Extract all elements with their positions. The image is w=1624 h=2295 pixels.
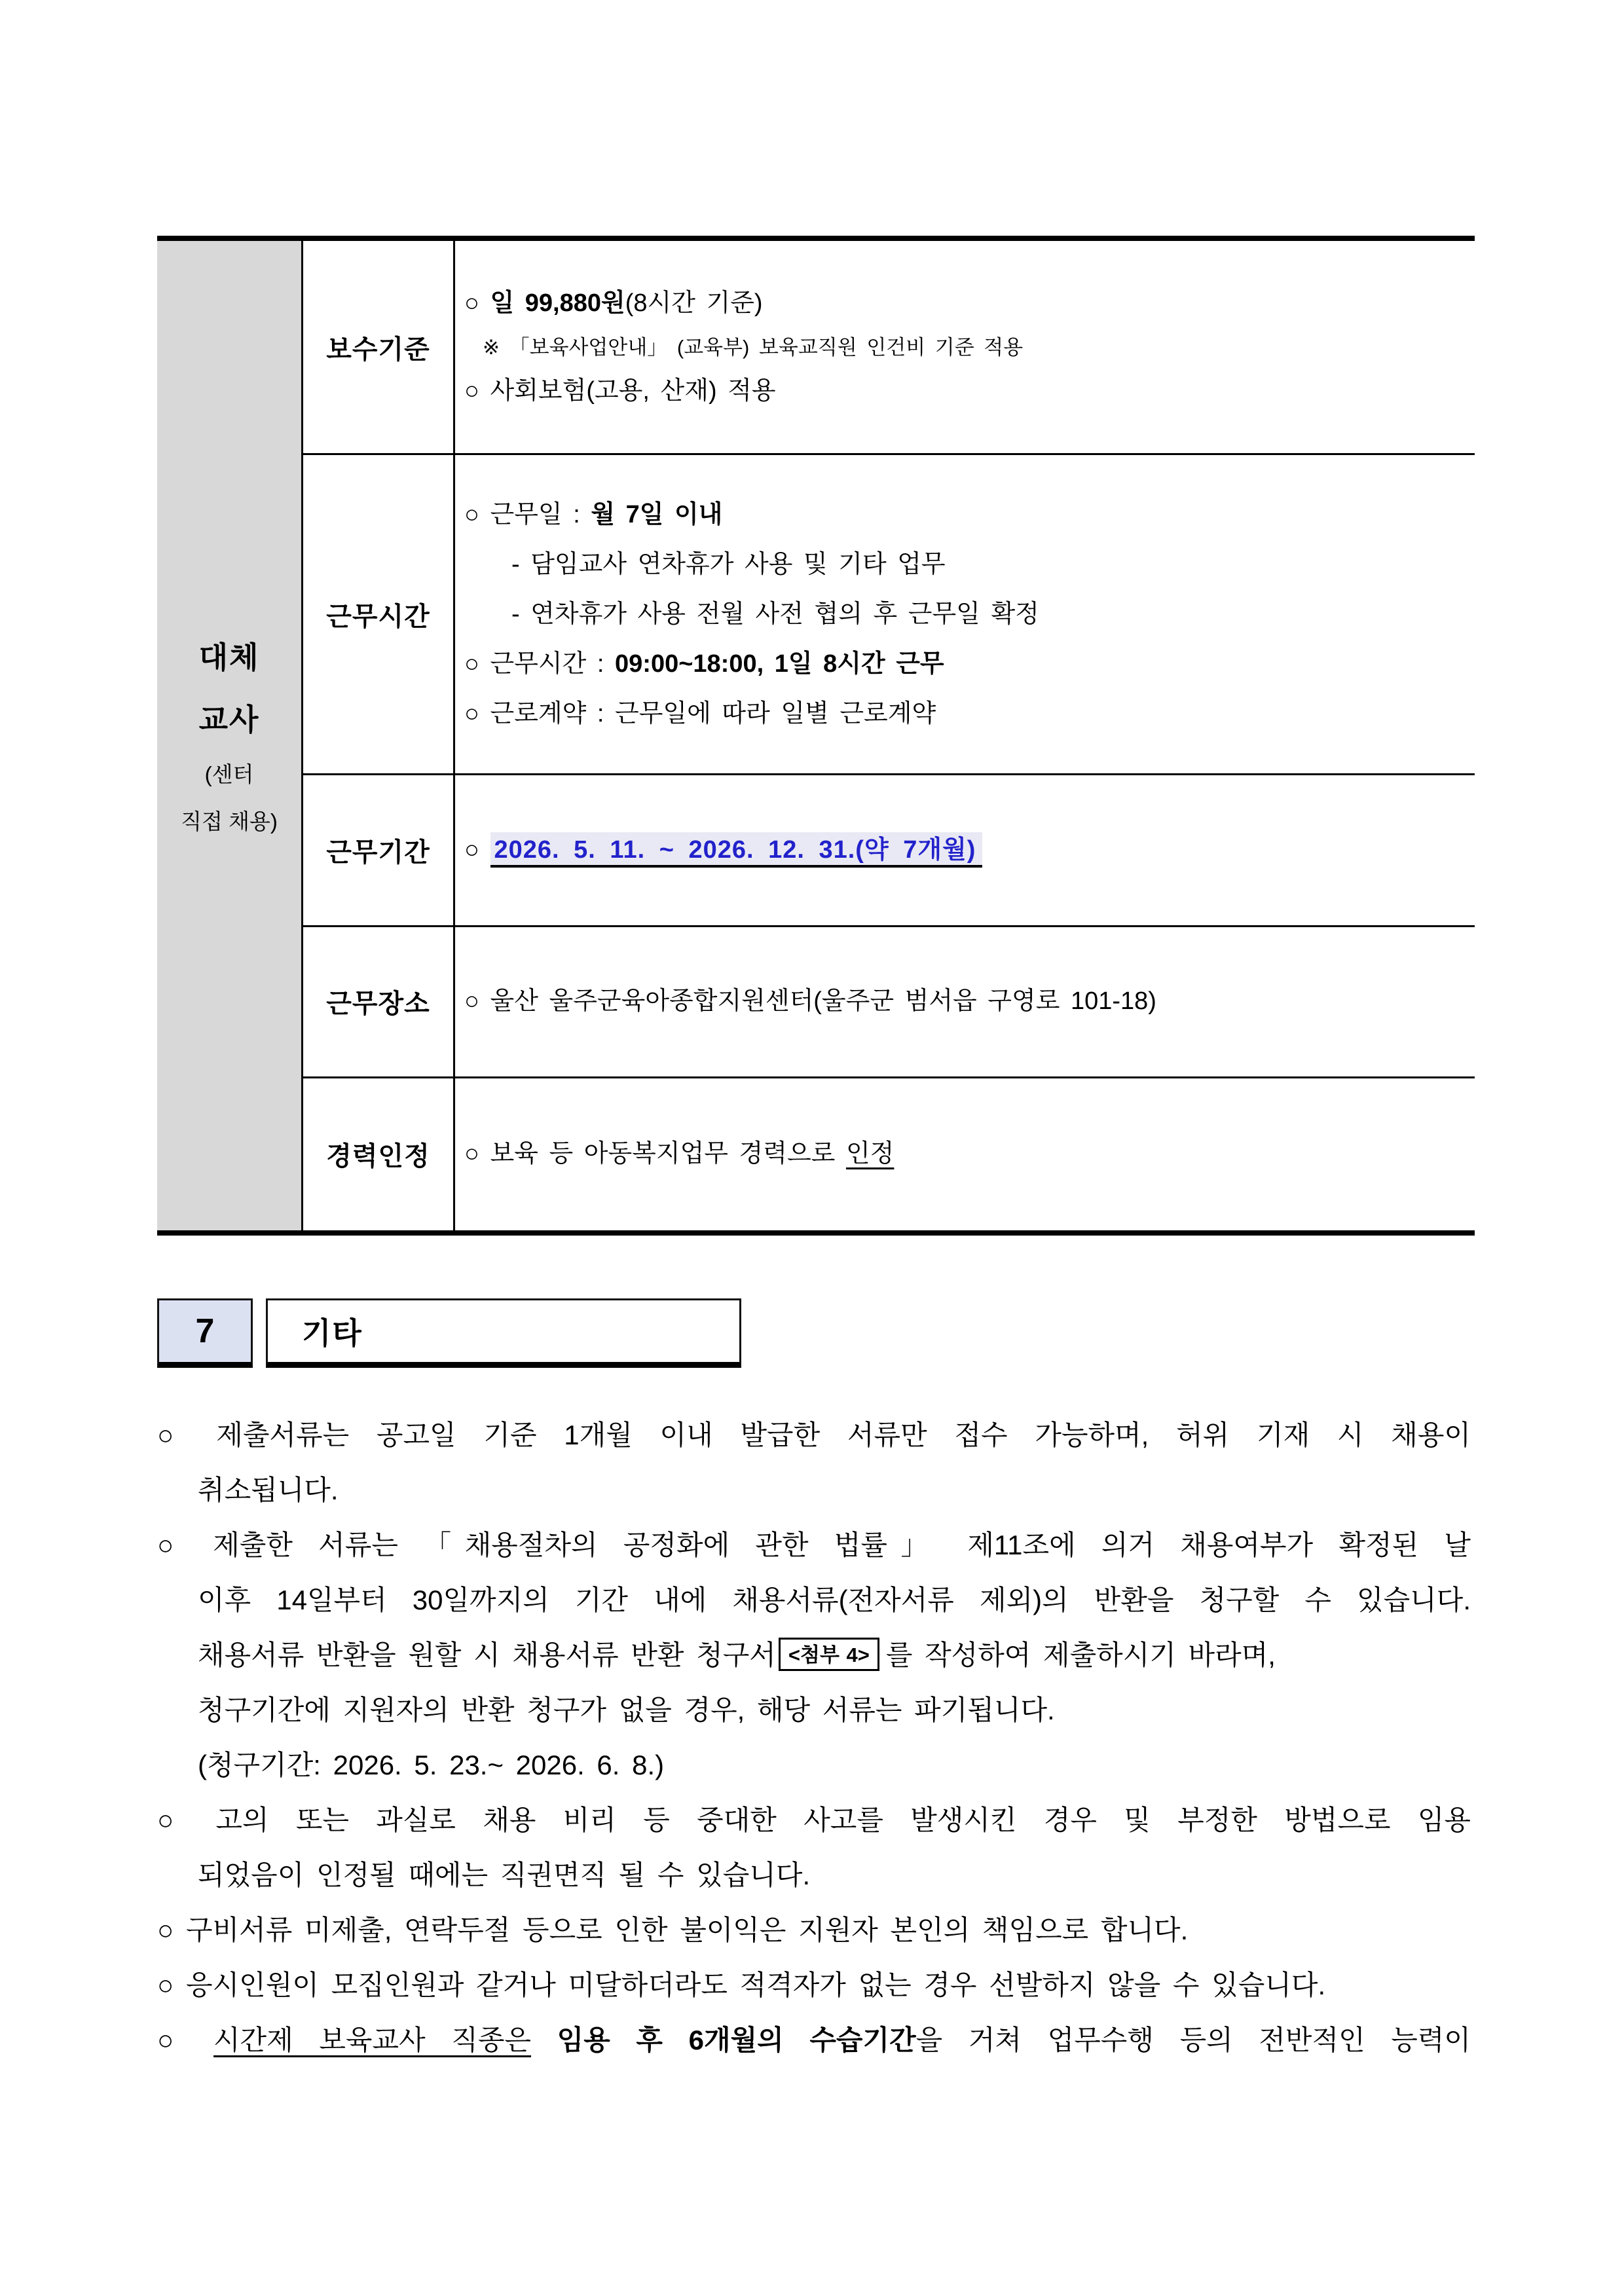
workday-line — [464, 490, 1475, 540]
workday-sub-line: - 연차휴가 사용 전월 사전 협의 후 근무일 확정 — [511, 600, 1039, 629]
pay-line — [464, 282, 1475, 325]
attachment-4-box: <첨부 4> — [779, 1638, 879, 1671]
note-rest: 을 거쳐 업무수행 등의 전반적인 능력이 — [915, 2025, 1471, 2055]
note-line — [157, 2013, 1471, 2068]
notes-list — [157, 1408, 1471, 2068]
pay-basis: (8시간 기준) — [625, 289, 763, 317]
career-prefix: ○ 보육 등 아동복지업무 경력으로 — [464, 1140, 846, 1168]
row-label: 경력인정 — [303, 1078, 455, 1230]
note-continuation-line: 취소됩니다. — [198, 1475, 339, 1505]
job-category-cell — [157, 241, 301, 1230]
place-line: ○ 울산 울주군육아종합지원센터(울주군 범서읍 구영로 101-18) — [464, 987, 1156, 1016]
row-label: 근무장소 — [303, 927, 455, 1076]
table-row-place — [303, 927, 1475, 1078]
career-underlined: 인정 — [845, 1140, 895, 1168]
career-line — [464, 1132, 1475, 1176]
section-title-box: 기타 — [266, 1298, 741, 1368]
table-row-career — [303, 1078, 1475, 1230]
note-line: ○ 제출한 서류는 「채용절차의 공정화에 관한 법률」 제11조에 의거 채용여부가 확정된 날 — [157, 1530, 1471, 1560]
row-label: 근무기간 — [303, 775, 455, 925]
job-category-title-line: 교사 — [198, 702, 260, 737]
row-content — [455, 1078, 1475, 1230]
note-continuation-line: 되었음이 인정될 때에는 직권면직 될 수 있습니다. — [198, 1860, 811, 1890]
table-row-period — [303, 775, 1475, 927]
bullet-circle: ○ — [464, 289, 490, 317]
note-continuation-line — [157, 1628, 1471, 1683]
worktime-line — [464, 639, 1475, 689]
return-request-suffix: 를 작성하여 제출하시기 바라며, — [885, 1640, 1276, 1670]
workday-sub-line: - 담임교사 연차휴가 사용 및 기타 업무 — [511, 551, 946, 579]
workday-value: 월 7일 이내 — [591, 501, 723, 529]
note-line: ○ 응시인원이 모집인원과 같거나 미달하더라도 적격자가 없는 경우 선발하지 않을 수 있습니다. — [157, 1970, 1326, 2000]
spacer — [531, 2025, 557, 2055]
row-label: 근무시간 — [303, 455, 455, 773]
probation-bold: 임용 후 6개월의 수습기간 — [557, 2025, 916, 2055]
insurance-line: ○ 사회보험(고용, 산재) 적용 — [464, 376, 776, 405]
job-category-subtitle-line: 직접 채용) — [181, 809, 278, 834]
table-row-pay — [303, 241, 1475, 455]
contract-line: ○ 근로계약 : 근무일에 따라 일별 근로계약 — [464, 700, 936, 728]
bullet-circle: ○ — [157, 2025, 213, 2055]
worktime-prefix: ○ 근무시간 : — [464, 650, 616, 678]
workday-prefix: ○ 근무일 : — [464, 501, 591, 529]
period-line — [464, 828, 1475, 872]
note-continuation-line: 이후 14일부터 30일까지의 기간 내에 채용서류(전자서류 제외)의 반환을 청구할 수 있습니다. — [198, 1585, 1471, 1615]
note-line: ○ 구비서류 미제출, 연락두절 등으로 인한 불이익은 지원자 본인의 책임으로 합니다. — [157, 1915, 1189, 1945]
table-rows — [301, 241, 1475, 1230]
row-content — [455, 927, 1475, 1076]
pay-amount: 일 99,880원 — [490, 289, 625, 317]
row-content — [455, 775, 1475, 925]
row-content — [455, 455, 1475, 773]
row-label: 보수기준 — [303, 241, 455, 453]
note-continuation-line: 청구기간에 지원자의 반환 청구가 없을 경우, 해당 서류는 파기됩니다. — [198, 1695, 1055, 1725]
worktime-value: 09:00~18:00, 1일 8시간 근무 — [615, 650, 944, 678]
note-line: ○ 고의 또는 과실로 채용 비리 등 중대한 사고를 발생시킨 경우 및 부정한 방법으로 임용 — [157, 1805, 1471, 1835]
bullet-circle: ○ — [464, 835, 490, 864]
note-line: ○ 제출서류는 공고일 기준 1개월 이내 발급한 서류만 접수 가능하며, 허위 기재 시 채용이 — [157, 1420, 1471, 1450]
job-conditions-table — [157, 236, 1475, 1236]
note-continuation-line: (청구기간: 2026. 5. 23.~ 2026. 6. 8.) — [198, 1750, 665, 1780]
row-content — [455, 241, 1475, 453]
job-category-subtitle-line: (센터 — [204, 762, 254, 786]
return-request-prefix: 채용서류 반환을 원할 시 채용서류 반환 청구서 — [198, 1640, 776, 1670]
table-row-worktime — [303, 455, 1475, 775]
pay-note-line: ※ 「보육사업안내」 (교육부) 보육교직원 인건비 기준 적용 — [483, 335, 1024, 359]
section-number-box: 7 — [157, 1298, 253, 1368]
parttime-teacher-underlined: 시간제 보육교사 직종은 — [213, 2025, 531, 2055]
job-category-title-line: 대체 — [198, 640, 260, 674]
work-period-link[interactable]: 2026. 5. 11. ~ 2026. 12. 31.(약 7개월) — [490, 832, 983, 868]
